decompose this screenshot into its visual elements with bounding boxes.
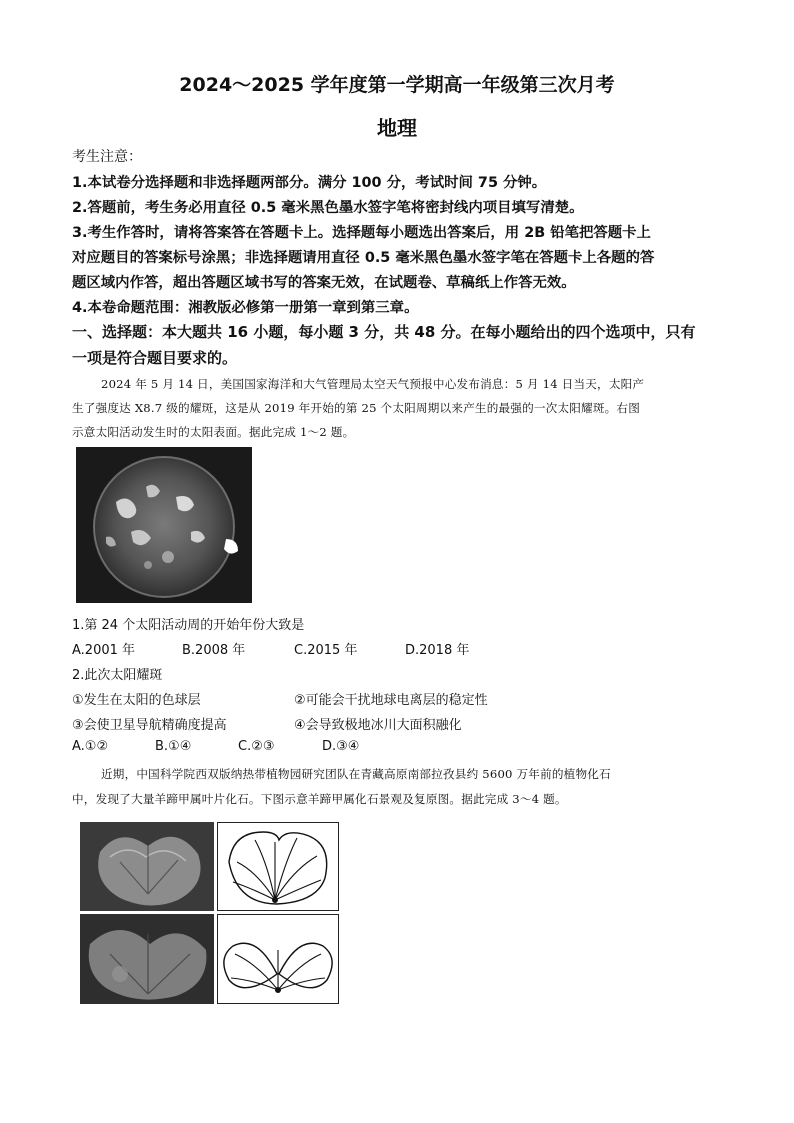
notice-heading: 考生注意： [72, 149, 142, 165]
notice-line: 2.答题前，考生务必用直径 0.5 毫米黑色墨水签字笔将密封线内项目填写清楚。 [72, 200, 584, 216]
option-a[interactable]: A.2001 年 [72, 643, 136, 658]
option-c[interactable]: C.2015 年 [294, 643, 358, 658]
notice-line: 对应题目的答案标号涂黑；非选择题请用直径 0.5 毫米黑色墨水签字笔在答题卡上各题的答 [72, 250, 655, 266]
exam-title: 2024～2025 学年度第一学期高一年级第三次月考 [179, 74, 615, 96]
statement-4: ④会导致极地冰川大面积融化 [294, 718, 462, 733]
section-heading-cont: 一项是符合题目要求的。 [72, 349, 238, 367]
notice-line: 1.本试卷分选择题和非选择题两部分。满分 100 分，考试时间 75 分钟。 [72, 175, 547, 191]
fossil-photo-1 [80, 822, 214, 911]
option-b[interactable]: B.①④ [155, 739, 192, 754]
notice-line: 题区域内作答，超出答题区域书写的答案无效，在试题卷、草稿纸上作答无效。 [72, 275, 576, 291]
fossil-photo-2 [80, 914, 214, 1004]
option-a[interactable]: A.①② [72, 739, 109, 754]
sun-surface-image [76, 447, 252, 603]
passage-line: 示意太阳活动发生时的太阳表面。据此完成 1～2 题。 [72, 425, 355, 439]
passage-line: 2024 年 5 月 14 日，美国国家海洋和大气管理局太空天气预报中心发布消息：5 月 14 日当天，太阳产 [101, 377, 645, 391]
statement-3: ③会使卫星导航精确度提高 [72, 718, 227, 733]
section-heading: 一、选择题：本大题共 16 小题，每小题 3 分，共 48 分。在每小题给出的四个选项中，只有 [72, 323, 696, 341]
passage-line: 中，发现了大量羊蹄甲属叶片化石。下图示意羊蹄甲属化石景观及复原图。据此完成 3～4 题。 [72, 792, 567, 806]
statement-1: ①发生在太阳的色球层 [72, 693, 201, 708]
statement-2: ②可能会干扰地球电离层的稳定性 [294, 693, 488, 708]
passage-line: 近期，中国科学院西双版纳热带植物园研究团队在青藏高原南部拉孜县约 5600 万年前的植物化石 [101, 767, 611, 781]
passage-line: 生了强度达 X8.7 级的耀斑，这是从 2019 年开始的第 25 个太阳周期以来产生的最强的一次太阳耀斑。右图 [72, 401, 641, 415]
fossil-drawing-2 [217, 914, 339, 1004]
notice-line: 3.考生作答时，请将答案答在答题卡上。选择题每小题选出答案后，用 2B 铅笔把答题卡上 [72, 225, 651, 241]
notice-line: 4.本卷命题范围：湘教版必修第一册第一章到第三章。 [72, 300, 419, 316]
question-1-stem: 1.第 24 个太阳活动周的开始年份大致是 [72, 618, 305, 633]
fossil-drawing-1 [217, 822, 339, 911]
option-c[interactable]: C.②③ [238, 739, 275, 754]
option-d[interactable]: D.2018 年 [405, 643, 470, 658]
subject-title: 地理 [377, 116, 417, 140]
option-b[interactable]: B.2008 年 [182, 643, 246, 658]
option-d[interactable]: D.③④ [322, 739, 360, 754]
question-2-stem: 2.此次太阳耀斑 [72, 668, 163, 683]
